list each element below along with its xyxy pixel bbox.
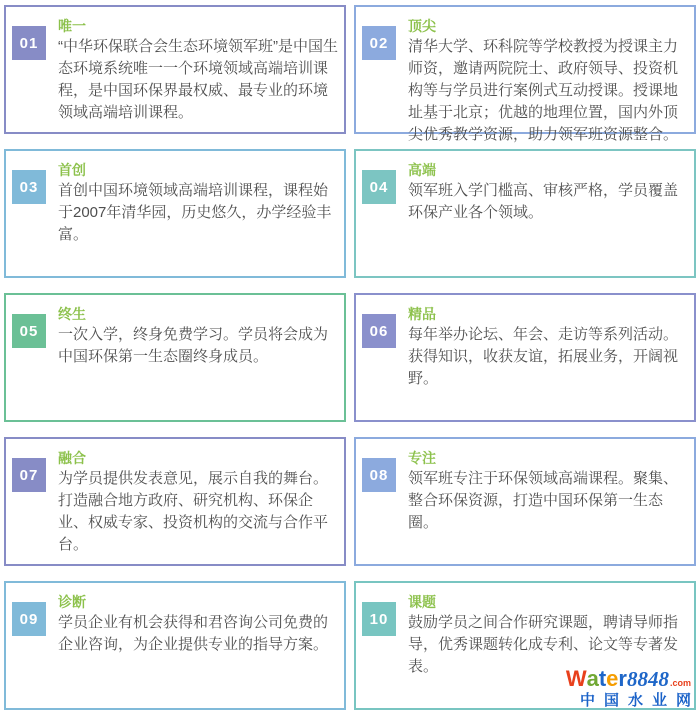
benefit-card	[354, 149, 696, 278]
watermark-letter: t	[598, 666, 607, 691]
card-body-text: 一次入学，终身免费学习。学员将会成为中国环保第一生态圈终身成员。	[58, 326, 329, 365]
benefit-card	[4, 293, 346, 422]
benefit-card	[354, 437, 696, 566]
card-title: 专注	[408, 450, 436, 466]
watermark-letter: e	[606, 666, 619, 691]
card-body-text: “中华环保联合会生态环境领军班”是中国生态环境系统唯一一个环境领域高端培训课程，是中国环保界最权威、最专业的环境领域高端培训课程。	[58, 38, 338, 121]
card-body-text: 为学员提供发表意见，展示自我的舞台。打造融合地方政府、研究机构、环保企业、权威专家、投资机构的交流与合作平台。	[58, 470, 329, 553]
benefit-card	[4, 437, 346, 566]
card-body-text: 学员企业有机会获得和君咨询公司免费的企业咨询，为企业提供专业的指导方案。	[58, 614, 329, 653]
watermark-logo	[565, 666, 700, 709]
card-title: 高端	[408, 162, 436, 178]
card-number-badge: 04	[362, 170, 396, 204]
card-number-badge: 09	[12, 602, 46, 636]
card-title: 首创	[58, 162, 86, 178]
card-body-text: 鼓励学员之间合作研究课题，聘请导师指导，优秀课题转化成专利、论文等专著发表。	[408, 614, 679, 675]
card-number-badge: 02	[362, 26, 396, 60]
benefit-card	[4, 5, 346, 134]
card-content	[58, 151, 344, 246]
benefit-card	[4, 149, 346, 278]
watermark-letter: a	[586, 666, 599, 691]
card-number-badge: 07	[12, 458, 46, 492]
card-number-badge: 06	[362, 314, 396, 348]
card-number-badge: 03	[12, 170, 46, 204]
watermark-dotcom: .com	[669, 678, 691, 688]
watermark-number: 8848	[626, 667, 669, 691]
watermark-letter: W	[565, 666, 587, 691]
card-content	[408, 439, 694, 534]
benefit-card	[4, 581, 346, 710]
card-content	[408, 583, 694, 678]
watermark-letter: r	[618, 666, 627, 691]
card-title: 融合	[58, 450, 86, 466]
card-content	[58, 583, 344, 656]
card-number-badge: 05	[12, 314, 46, 348]
card-body-text: 首创中国环境领域高端培训课程，课程始于2007年清华园，历史悠久，办学经验丰富。	[58, 182, 332, 243]
card-content	[58, 7, 344, 124]
card-title: 顶尖	[408, 18, 436, 34]
card-title: 诊断	[58, 594, 86, 610]
card-content	[408, 295, 694, 390]
benefit-card	[354, 293, 696, 422]
card-body-text: 领军班专注于环保领域高端课程。聚集、整合环保资源，打造中国环保第一生态圈。	[408, 470, 679, 531]
card-content	[408, 7, 694, 146]
card-number-badge: 01	[12, 26, 46, 60]
card-content	[408, 151, 694, 224]
card-body-text: 清华大学、环科院等学校教授为授课主力师资，邀请两院院士、政府领导、投资机构等与学员进行案例式互动授课。授课地址基于北京；优越的地理位置，国内外顶尖优秀教学资源，助力领军班资源整合。	[408, 38, 679, 143]
card-title: 精品	[408, 306, 436, 322]
card-title: 唯一	[58, 18, 86, 34]
card-body-text: 每年举办论坛、年会、走访等系列活动。获得知识，收获友谊，拓展业务，开阔视野。	[408, 326, 679, 387]
card-title: 课题	[408, 594, 436, 610]
watermark-word	[566, 668, 627, 690]
watermark-wordmark	[566, 668, 691, 690]
benefit-card	[354, 5, 696, 143]
card-title: 终生	[58, 306, 86, 322]
watermark-subtitle: 中国水业网	[579, 692, 700, 709]
card-content	[58, 295, 344, 368]
card-body-text: 领军班入学门槛高、审核严格，学员覆盖环保产业各个领域。	[408, 182, 679, 221]
card-number-badge: 10	[362, 602, 396, 636]
card-content	[58, 439, 344, 556]
card-number-badge: 08	[362, 458, 396, 492]
